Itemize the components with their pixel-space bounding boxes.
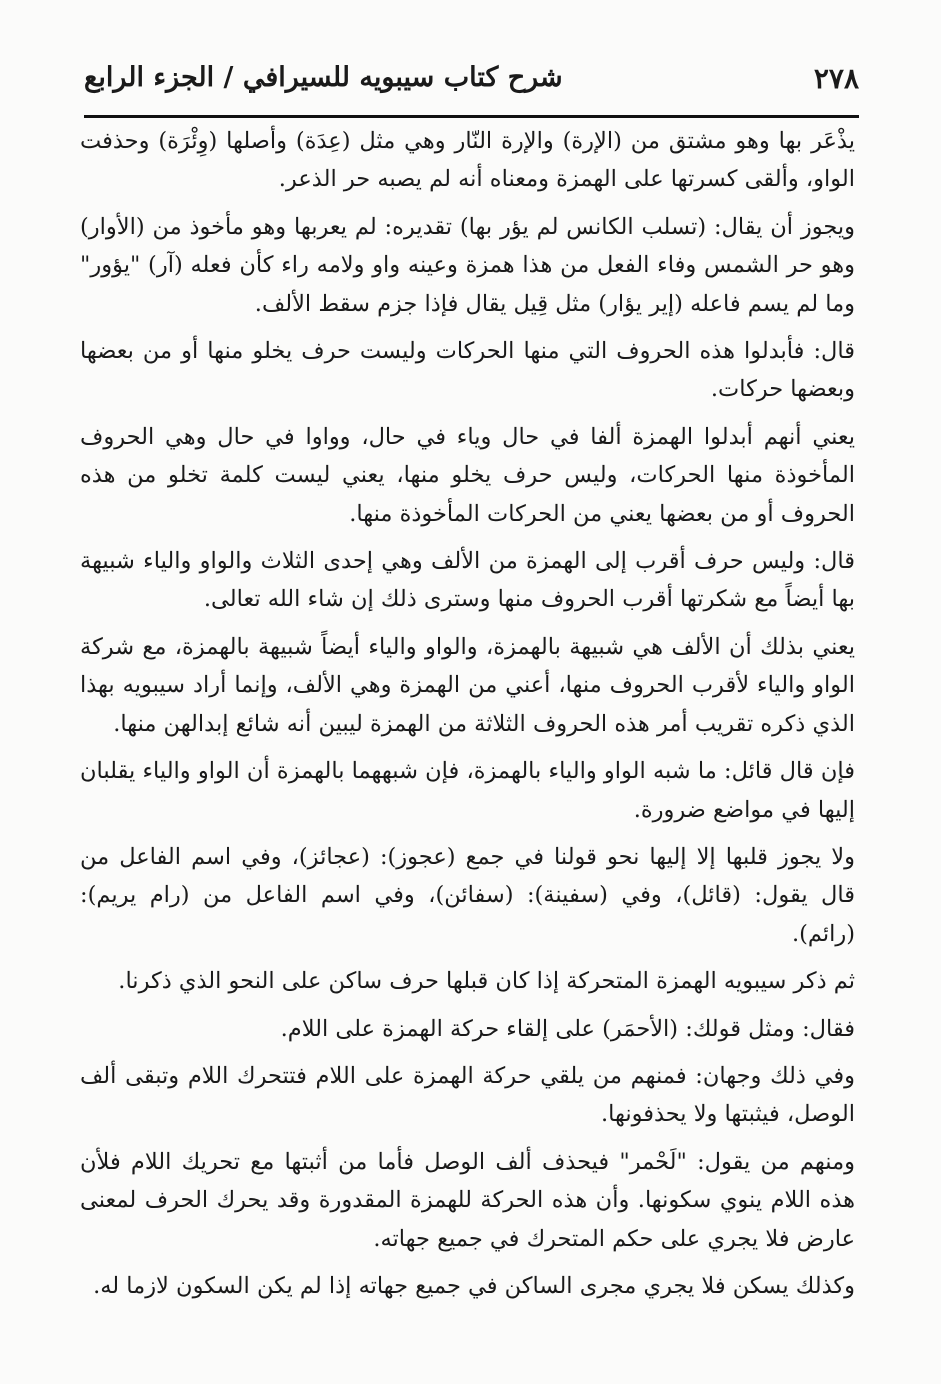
paragraph: ولا يجوز قلبها إلا إليها نحو قولنا في جمع (عجوز): (عجائز)، وفي اسم الفاعل من قال يقول: (قائل)، وفي (سفينة): (سفائن)، وفي اسم الفاعل من (رام يريم): (رائم). <box>80 843 855 947</box>
paragraph: قال: فأبدلوا هذه الحروف التي منها الحركات وليست حرف يخلو منها أو من بعضها وبعضها حركات. <box>80 338 855 403</box>
paragraph: يعني بذلك أن الألف هي شبيهة بالهمزة، والواو والياء أيضاً شبيهة بالهمزة، مع شركة الواو والياء لأقرب الحروف منها، أعني من الهمزة وهي الألف، وإنما أراد سيبويه بهذا الذي ذكره تقريب أمر هذه الحروف الثلاثة من الهمزة ليبين أنه شائع إبدالهن منها. <box>80 633 855 737</box>
header-divider <box>84 115 859 118</box>
paragraph: قال: وليس حرف أقرب إلى الهمزة من الألف وهي إحدى الثلاث والواو والياء شبيهة بها أيضاً مع شكرتها أقرب الحروف منها وسترى ذلك إن شاء الله تعالى. <box>80 548 855 613</box>
paragraph: يذْعَر بها وهو مشتق من (الإرة) والإرة النّار وهي مثل (عِدَة) وأصلها (وِئْرَة) وحذفت الواو، وألقى كسرتها على الهمزة ومعناه أنه لم يصبه حر الذعر. <box>80 128 855 193</box>
paragraph: ثم ذكر سيبويه الهمزة المتحركة إذا كان قبلها حرف ساكن على النحو الذي ذكرنا. <box>118 968 855 995</box>
running-title: شرح كتاب سيبويه للسيرافي / الجزء الرابع <box>84 62 563 93</box>
paragraph: يعني أنهم أبدلوا الهمزة ألفا في حال وياء في حال، وواوا في حال وهي الحروف المأخوذة منها الحركات، وليس حرف يخلو منها، يعني ليست كلمة تخلو من هذه الحروف أو من بعضها يعني من الحركات المأخوذة منها. <box>80 423 855 527</box>
paragraph: ومنهم من يقول: "لَحْمر" فيحذف ألف الوصل فأما من أثبتها مع تحريك اللام فلأن هذه اللام ينوي سكونها. وأن هذه الحركة للهمزة المقدورة وقد يحرك الحرف لمعنى عارض فلا يجري على حكم المتحرك في جميع جهاته. <box>80 1148 855 1252</box>
paragraph: وكذلك يسكن فلا يجري مجرى الساكن في جميع جهاته إذا لم يكن السكون لازما له. <box>93 1272 855 1299</box>
paragraph: فقال: ومثل قولك: (الأحمَر) على إلقاء حركة الهمزة على اللام. <box>280 1015 855 1042</box>
paragraph: وفي ذلك وجهان: فمنهم من يلقي حركة الهمزة على اللام فتتحرك اللام وتبقى ألف الوصل، فيثبتها ولا يحذفونها. <box>80 1062 855 1128</box>
main-text <box>80 122 855 1314</box>
paragraph: ويجوز أن يقال: (تسلب الكانس لم يؤر بها) تقديره: لم يعربها وهو مأخوذ من (الأوار) وهو حر الشمس وفاء الفعل من هذا همزة وعينه واو ولامه راء كأن فعله (آر) "يؤور" وما لم يسم فاعله (إير يؤار) مثل قِيل يقال فإذا جزم سقط الألف. <box>80 213 855 317</box>
page-number: ٢٧٨ <box>813 62 859 95</box>
page-header <box>84 58 859 110</box>
paragraph: فإن قال قائل: ما شبه الواو والياء بالهمزة، فإن شبههما بالهمزة أن الواو والياء يقلبان إليها في مواضع ضرورة. <box>80 758 855 823</box>
